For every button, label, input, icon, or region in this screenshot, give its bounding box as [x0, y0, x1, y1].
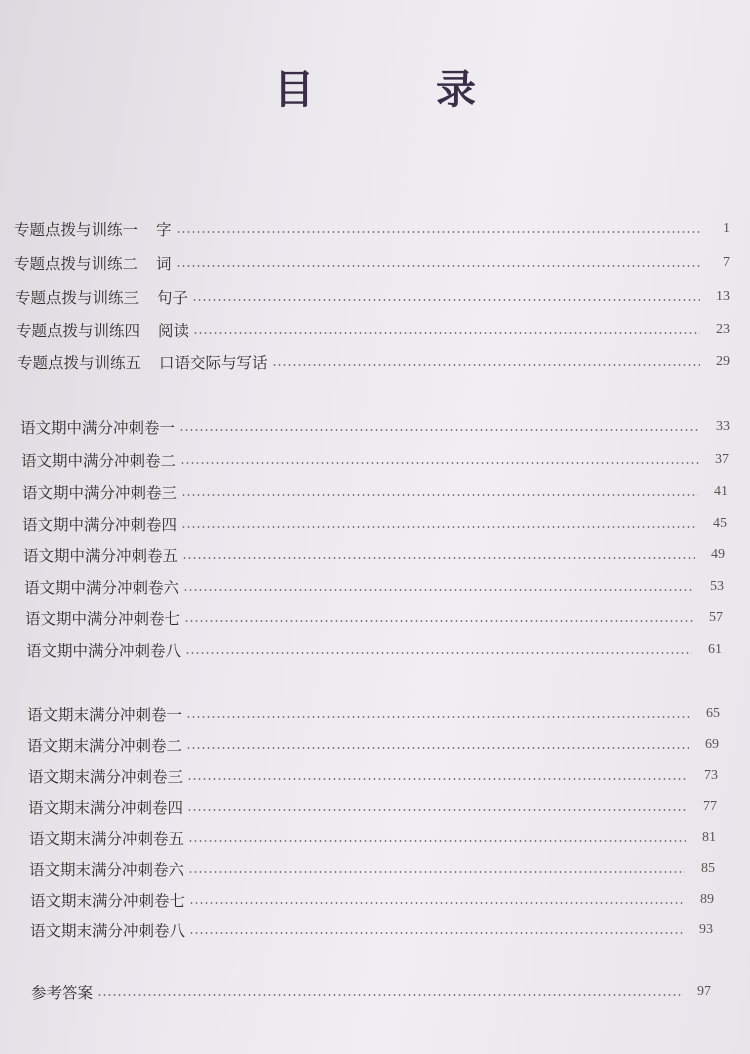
toc-entry-page: 23 [716, 322, 730, 337]
toc-entry-page: 69 [705, 737, 719, 752]
toc-entry-label: 专题点拨与训练四 [16, 322, 141, 340]
dot-leader [182, 557, 695, 559]
toc-entry-topic-1[interactable] [14, 215, 730, 243]
toc-entry-label: 语文期中满分冲刺卷二 [21, 452, 177, 470]
toc-entry-topic-2[interactable] [14, 249, 730, 277]
dot-leader [189, 902, 684, 904]
toc-entry-label: 语文期中满分冲刺卷三 [22, 484, 178, 502]
toc-entry-label: 语文期中满分冲刺卷四 [22, 516, 178, 534]
toc-entry-final-3[interactable] [28, 762, 718, 790]
toc-entry-page: 41 [714, 484, 728, 499]
toc-entry-final-6[interactable] [29, 855, 715, 883]
toc-entry-label: 专题点拨与训练一 [14, 221, 139, 239]
dot-leader [184, 620, 693, 622]
toc-entry-page: 81 [702, 830, 716, 845]
toc-entry-label: 语文期中满分冲刺卷一 [20, 419, 176, 437]
toc-entry-page: 13 [716, 289, 730, 304]
dot-leader [176, 231, 700, 233]
toc-entry-midterm-5[interactable] [23, 541, 725, 569]
dot-leader [192, 299, 700, 301]
toc-entry-final-2[interactable] [27, 731, 719, 759]
toc-entry-page: 45 [713, 516, 727, 531]
toc-entry-midterm-8[interactable] [26, 636, 722, 664]
dot-leader [188, 840, 686, 842]
toc-entry-label: 语文期末满分冲刺卷二 [27, 737, 183, 755]
toc-entry-answers[interactable] [31, 978, 711, 1006]
toc-entry-label: 语文期末满分冲刺卷三 [28, 768, 184, 786]
toc-entry-page: 73 [704, 768, 718, 783]
toc-entry-midterm-7[interactable] [25, 604, 723, 632]
toc-entry-page: 93 [699, 922, 713, 937]
toc-entry-page: 49 [711, 547, 725, 562]
dot-leader [188, 871, 685, 873]
dot-leader [180, 462, 699, 464]
toc-entry-label: 专题点拨与训练五 [17, 354, 142, 372]
toc-entry-page: 57 [709, 610, 723, 625]
toc-entry-label: 专题点拨与训练三 [15, 289, 140, 307]
toc-entry-page: 61 [708, 642, 722, 657]
toc-entry-page: 89 [700, 892, 714, 907]
dot-leader [193, 332, 700, 334]
toc-entry-label: 语文期末满分冲刺卷六 [29, 861, 185, 879]
dot-leader [185, 652, 692, 654]
toc-entry-label: 语文期末满分冲刺卷七 [30, 892, 186, 910]
toc-entry-page: 97 [697, 984, 711, 999]
toc-entry-midterm-2[interactable] [21, 446, 729, 474]
toc-entry-topic-3[interactable] [15, 283, 730, 311]
toc-entry-page: 53 [710, 579, 724, 594]
toc-entry-label: 语文期中满分冲刺卷七 [25, 610, 181, 628]
dot-leader [97, 994, 681, 996]
toc-entry-topic-5[interactable] [17, 348, 730, 376]
toc-entry-subtitle: 字 [156, 221, 172, 239]
dot-leader [179, 429, 700, 431]
toc-entry-label: 语文期中满分冲刺卷五 [23, 547, 179, 565]
toc-entry-subtitle: 口语交际与写话 [159, 354, 268, 372]
toc-entry-label: 语文期末满分冲刺卷一 [27, 706, 183, 724]
toc-entry-subtitle: 阅读 [158, 322, 190, 340]
dot-leader [187, 778, 688, 780]
toc-entry-label: 专题点拨与训练二 [14, 255, 139, 273]
toc-entry-midterm-3[interactable] [22, 478, 728, 506]
toc-entry-label: 语文期末满分冲刺卷五 [29, 830, 185, 848]
toc-entry-subtitle: 句子 [157, 289, 189, 307]
toc-entry-final-4[interactable] [28, 793, 717, 821]
toc-entry-label: 语文期末满分冲刺卷八 [30, 922, 186, 940]
toc-entry-midterm-6[interactable] [24, 573, 724, 601]
toc-entry-final-7[interactable] [30, 886, 714, 914]
dot-leader [181, 494, 698, 496]
toc-entry-page: 33 [716, 419, 730, 434]
toc-entry-page: 65 [706, 706, 720, 721]
toc-entry-page: 77 [703, 799, 717, 814]
toc-entry-subtitle: 词 [156, 255, 172, 273]
toc-entry-label: 参考答案 [31, 984, 94, 1002]
toc-entry-midterm-1[interactable] [20, 413, 730, 441]
dot-leader [181, 526, 697, 528]
toc-entry-page: 85 [701, 861, 715, 876]
dot-leader [186, 716, 690, 718]
dot-leader [186, 747, 689, 749]
toc-entry-final-8[interactable] [30, 916, 713, 944]
toc-entry-midterm-4[interactable] [22, 510, 727, 538]
toc-entry-label: 语文期中满分冲刺卷六 [24, 579, 180, 597]
toc-entry-label: 语文期中满分冲刺卷八 [26, 642, 182, 660]
dot-leader [189, 932, 683, 934]
toc-entry-page: 29 [716, 354, 730, 369]
dot-leader [176, 265, 700, 267]
dot-leader [187, 809, 687, 811]
toc-entry-page: 1 [723, 221, 730, 236]
toc-entry-final-1[interactable] [27, 700, 720, 728]
toc-entry-page: 7 [723, 255, 730, 270]
toc-entry-page: 37 [715, 452, 729, 467]
toc-entry-label: 语文期末满分冲刺卷四 [28, 799, 184, 817]
dot-leader [183, 589, 694, 591]
toc-entry-final-5[interactable] [29, 824, 716, 852]
toc-entry-topic-4[interactable] [16, 316, 730, 344]
page-title: 目 录 [274, 67, 530, 113]
dot-leader [272, 364, 700, 366]
